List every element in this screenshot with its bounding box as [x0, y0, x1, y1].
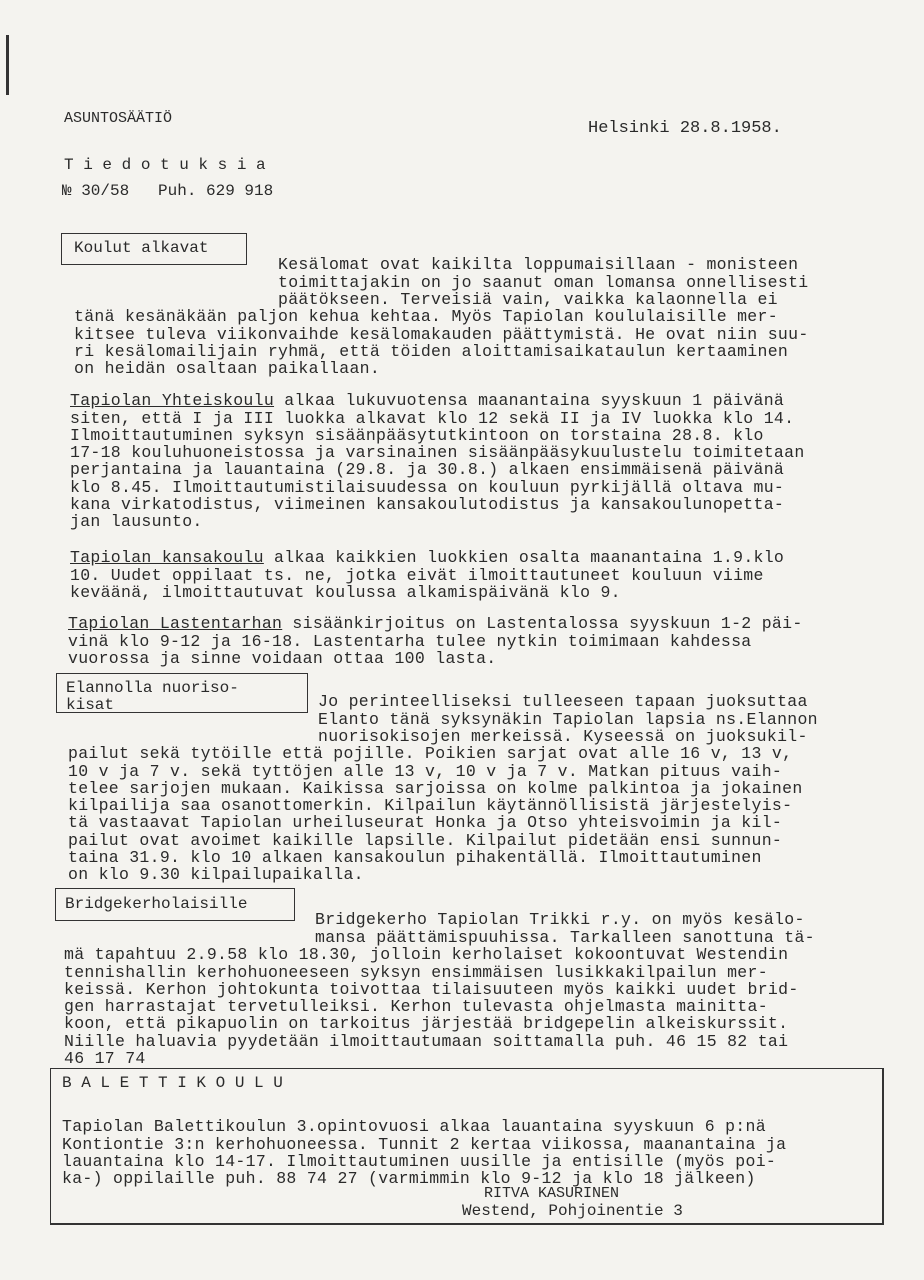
- baletti-text: [62, 1101, 786, 1187]
- bridge-text: [64, 929, 799, 1067]
- number-phone: № 30/58 Puh. 629 918: [62, 182, 274, 200]
- text-line: gen harrastajat tervetulleiksi. Kerhon tulevasta ohjelmasta mainitta-: [64, 997, 768, 1017]
- text-line: Jo perinteelliseksi tulleeseen tapaan juoksuttaa: [318, 692, 808, 712]
- baletti-label: B A L E T T I K O U L U: [62, 1074, 283, 1092]
- text-line: on heidän osaltaan paikallaan.: [74, 359, 381, 379]
- text-line: telee sarjojen mukaan. Kaikissa sarjoissa on kolme palkintoa ja jokainen: [68, 778, 803, 798]
- text-span: alkaa kaikkien luokkien osalta maanantaina 1.9.klo: [263, 548, 785, 568]
- text-span: sisäänkirjoitus on Lastentalossa syyskuun 1-2 päi-: [282, 614, 803, 634]
- elanto-label-line1: Elannolla nuoriso-: [66, 679, 239, 697]
- text-line: Elanto tänä syksynäkin Tapiolan lapsia ns.Elannon: [318, 709, 818, 729]
- place-date: Helsinki 28.8.1958.: [588, 119, 782, 138]
- signature-address: Westend, Pohjoinentie 3: [462, 1202, 683, 1220]
- text-line: on klo 9.30 kilpailupaikalla.: [68, 865, 364, 885]
- yhteiskoulu-paragraph: [70, 375, 805, 531]
- text-line: perjantaina ja lauantaina (29.8. ja 30.8.) alkaen ensimmäisenä päivänä: [70, 460, 785, 480]
- text-line: siten, että I ja III luokka alkavat klo 12 sekä II ja IV luokka klo 14.: [70, 408, 795, 428]
- text-line: pailut ovat avoimet kaikille lapsille. Kilpailut pidetään ensi sunnun-: [68, 830, 783, 850]
- text-line: keissä. Kerhon johtokunta toivottaa tilaisuuteen myös kaikki uudet brid-: [64, 979, 799, 999]
- text-line: pailut sekä tytöille että pojille. Poikien sarjat ovat alle 16 v, 13 v,: [68, 744, 793, 764]
- kansakoulu-lead: Tapiolan kansakoulu: [70, 548, 264, 568]
- text-line: toimittajakin on jo saanut oman lomansa onnellisesti: [278, 272, 809, 292]
- bulletin-title: T i e d o t u k s i a: [64, 156, 266, 174]
- text-line: kilpailija saa osanottomerkin. Kilpailun käytännöllisistä järjestelyis-: [68, 796, 793, 816]
- text-line: 17-18 kouluhuoneistossa ja varsinainen sisäänpääsykuulustelu toimitetaan: [70, 443, 805, 463]
- kansakoulu-paragraph: [70, 532, 784, 601]
- page-edge-mark: [6, 35, 9, 95]
- text-line: 10 v ja 7 v. sekä tyttöjen alle 13 v, 10 v ja 7 v. Matkan pituus vaih-: [68, 761, 783, 781]
- yhteiskoulu-lead: Tapiolan Yhteiskoulu: [70, 391, 275, 411]
- text-line: tennishallin kerhohuoneeseen syksyn ensimmäisen lusikkakilpailun mer-: [64, 962, 768, 982]
- koulut-text: [74, 291, 809, 377]
- text-line: mä tapahtuu 2.9.58 klo 18.30, jolloin kerholaiset kokoontuvat Westendin: [64, 945, 789, 965]
- text-line: Kesälomat ovat kaikilta loppumaisillaan - monisteen: [278, 255, 799, 275]
- text-line: päätökseen. Terveisiä vain, vaikka kalaonnella ei: [278, 289, 778, 309]
- text-line: Kontiontie 3:n kerhohuoneessa. Tunnit 2 kertaa viikossa, maanantaina ja: [62, 1134, 787, 1154]
- bridge-label: Bridgekerholaisille: [65, 895, 248, 913]
- text-line: [70, 549, 784, 566]
- text-line: Niille haluavia pyydetään ilmoittautumaan soittamalla puh. 46 15 82 tai: [64, 1031, 789, 1051]
- text-line: vinä klo 9-12 ja 16-18. Lastentarha tulee nytkin toimimaan kahdessa: [68, 631, 752, 651]
- signature-name: RITVA KASURINEN: [484, 1185, 620, 1202]
- text-line: jan lausunto.: [70, 512, 203, 532]
- text-line: 46 17 74: [64, 1049, 146, 1069]
- lastentarha-lead: Tapiolan Lastentarhan: [68, 614, 283, 634]
- text-line: ri kesälomailijain ryhmä, että töiden aloittamisaikataulun kertaaminen: [74, 341, 789, 361]
- text-line: 10. Uudet oppilaat ts. ne, jotka eivät ilmoittautuneet kouluun viime: [70, 565, 764, 585]
- text-line: lauantaina klo 14-17. Ilmoittautuminen uusille ja entisille (myös poi-: [62, 1151, 777, 1171]
- text-line: koon, että pikapuolin on tarkoitus järjestää bridgepelin alkeiskurssit.: [64, 1014, 789, 1034]
- text-line: Tapiolan Balettikoulun 3.opintovuosi alkaa lauantaina syyskuun 6 p:nä: [62, 1117, 766, 1137]
- elanto-text: [68, 728, 803, 884]
- text-line: vuorossa ja sinne voidaan ottaa 100 lasta.: [68, 648, 497, 668]
- text-line: tänä kesänäkään paljon kehua kehtaa. Myös Tapiolan koululaisille mer-: [74, 307, 778, 327]
- text-line: ka-) oppilaille puh. 88 74 27 (varmimmin klo 9-12 ja klo 18 jälkeen): [62, 1169, 756, 1189]
- text-line: kana virkatodistus, viimeinen kansakoulutodistus ja kansakoulunopetta-: [70, 495, 785, 515]
- text-line: Bridgekerho Tapiolan Trikki r.y. on myös kesälo-: [315, 910, 805, 930]
- text-line: nuorisokisojen merkeissä. Kyseessä on juoksukil-: [318, 726, 808, 746]
- org-name: ASUNTOSÄÄTIÖ: [64, 110, 173, 127]
- lastentarha-paragraph: [68, 598, 803, 667]
- text-line: [68, 615, 803, 632]
- text-line: keväänä, ilmoittautuvat koulussa alkamispäivänä klo 9.: [70, 582, 621, 602]
- text-line: Ilmoittautuminen syksyn sisäänpääsytutkintoon on torstaina 28.8. klo: [70, 425, 764, 445]
- text-line: [70, 392, 805, 409]
- text-line: kitsee tuleva viikonvaihde kesälomakauden päättymistä. He ovat niin suu-: [74, 324, 809, 344]
- text-line: tä vastaavat Tapiolan urheiluseurat Honka ja Otso yhteisvoimin ja kil-: [68, 813, 783, 833]
- text-line: mansa päättämispuuhissa. Tarkalleen sanottuna tä-: [315, 927, 815, 947]
- text-span: alkaa lukuvuotensa maanantaina syyskuun 1 päivänä: [274, 391, 785, 411]
- text-line: klo 8.45. Ilmoittautumistilaisuudessa on kouluun pyrkijällä oltava mu-: [70, 477, 785, 497]
- elanto-label-line2: kisat: [66, 696, 115, 714]
- koulut-label: Koulut alkavat: [74, 239, 209, 257]
- text-line: taina 31.9. klo 10 alkaen kansakoulun pihakentällä. Ilmoittautuminen: [68, 848, 762, 868]
